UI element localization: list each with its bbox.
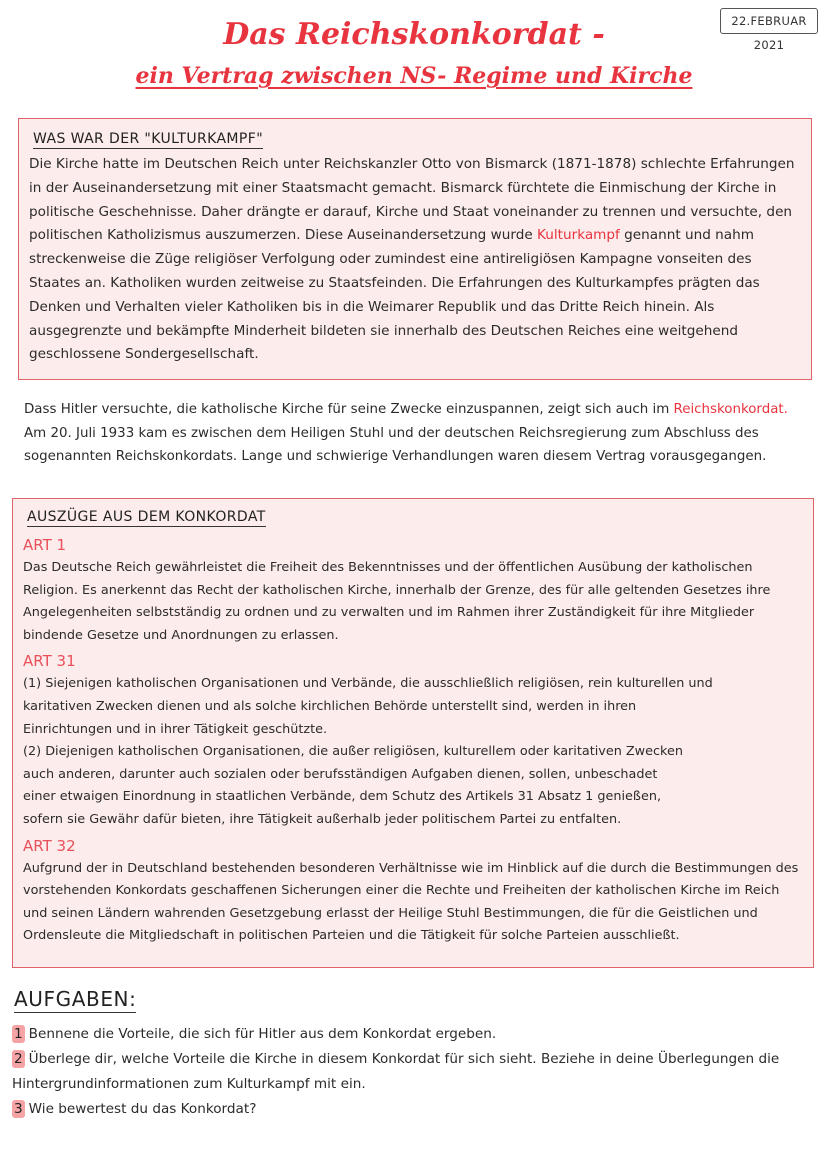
article-1-text: Das Deutsche Reich gewährleistet die Freiheit des Bekenntnisses und der öffentlichen Ausübung der katholischen Religion. Es anerkennt das Recht der katholischen Kirche, innerhalb der Grenze, des für alle geltenden Gesetzes ihre Angelegenheiten selbstständig zu ordnen und zu verwalten und im Rahmen ihrer Zuständigkeit für ihre Mitglieder bindende Gesetze und Anordnungen zu erlassen. xyxy=(23,560,771,643)
tasks-heading: AUFGABEN: xyxy=(14,987,137,1011)
task-item xyxy=(12,1097,812,1122)
article-32-label: ART 32 xyxy=(23,836,76,855)
page-title: Das Reichskonkordat - xyxy=(223,17,605,52)
kulturkampf-text xyxy=(29,153,797,367)
excerpts-box xyxy=(12,498,814,968)
task-text: Wie bewertest du das Konkordat? xyxy=(28,1101,257,1117)
kulturkampf-heading: WAS WAR DER "KULTURKAMPF" xyxy=(33,131,264,147)
task-item xyxy=(12,1047,812,1097)
article-31-label: ART 31 xyxy=(23,652,76,671)
article-31-para1: (1) Siejenigen katholischen Organisationen und Verbände, die ausschließlich religiösen, rein kulturellen und karitativen Zwecken dienen und als solche kirchlichen Behörde unterstellt sind, werden in ihren Einrichtungen und in ihrer Tätigkeit geschützte. xyxy=(23,676,713,737)
task-number: 3 xyxy=(14,1101,23,1117)
task-text: Überlege dir, welche Vorteile die Kirche in diesem Konkordat für sich sieht. Beziehe in deine Überlegungen die Hintergrundinformationen zum Kulturkampf mit ein. xyxy=(12,1051,780,1092)
task-number: 2 xyxy=(14,1051,23,1067)
intro-paragraph xyxy=(24,398,814,469)
tasks-list xyxy=(12,1022,812,1122)
intro-highlight: Reichskonkordat. xyxy=(673,402,788,417)
article-31-para2: (2) Diejenigen katholischen Organisationen, die außer religiösen, kulturellem oder karitativen Zwecken auch anderen, darunter auch sozialen oder berufsständigen Aufgaben dienen, sollen, unbeschadet einer etwaigen Einordnung in staatlichen Verbände, dem Schutz des Artikels 31 Absatz 1 genießen, sofern sie Gewähr dafür bieten, ihre Tätigkeit außerhalb jeder politischem Partei zu entfalten. xyxy=(23,744,683,827)
intro-text-part2: Am 20. Juli 1933 kam es zwischen dem Heiligen Stuhl und der deutschen Reichsregierung zum Abschluss des sogenannten Reichskonkordats. Lange und schwierige Verhandlungen waren diesem Vertrag vorausgegangen. xyxy=(24,425,767,464)
excerpts-heading: AUSZÜGE AUS DEM KONKORDAT xyxy=(27,509,266,525)
intro-text-part1: Dass Hitler versuchte, die katholische Kirche für seine Zwecke einzuspannen, zeigt sich auch im xyxy=(24,402,674,417)
kulturkampf-box xyxy=(18,118,812,380)
page-subtitle: ein Vertrag zwischen NS- Regime und Kirche xyxy=(135,63,693,89)
task-item xyxy=(12,1022,812,1047)
kulturkampf-highlight: Kulturkampf xyxy=(537,227,620,244)
kulturkampf-text-part2: genannt und nahm streckenweise die Züge religiöser Verfolgung oder zumindest eine antireligiösen Kampagne vonseiten des Staates an. Katholiken wurden zeitweise zu Staatsfeinden. Die Erfahrungen des Kulturkampfes prägten das Denken und Verhalten vieler Katholiken bis in die Weimarer Republik und das Dritte Reich hinein. Als ausgegrenzte und bekämpfte Minderheit bildeten sie innerhalb des Deutschen Reiches eine weitgehend geschlossene Sondergesellschaft. xyxy=(29,227,760,363)
task-number: 1 xyxy=(14,1026,23,1042)
article-1-label: ART 1 xyxy=(23,536,67,554)
date-stamp: 22.FEBRUAR 2021 xyxy=(720,8,818,34)
kulturkampf-text-part1: Die Kirche hatte im Deutschen Reich unter Reichskanzler Otto von Bismarck (1871-1878) schlechte Erfahrungen in der Auseinandersetzung mit einer Staatsmacht gemacht. Bismarck fürchtete die Einmischung der Kirche in politische Geschehnisse. Daher drängte er darauf, Kirche und Staat voneinander zu trennen und versuchte, den politischen Katholizismus auszumerzen. Diese Auseinandersetzung wurde xyxy=(29,156,795,244)
task-text: Bennene die Vorteile, die sich für Hitler aus dem Konkordat ergeben. xyxy=(28,1026,497,1042)
article-32-text: Aufgrund der in Deutschland bestehenden besonderen Verhältnisse wie im Hinblick auf die durch die Bestimmungen des vorstehenden Konkordats geschaffenen Sicherungen einer die Rechte und Freiheiten der katholischen Kirche im Reich und seinen Ländern wahrenden Gesetzgebung erlasst der Heilige Stuhl Bestimmungen, die für die Geistlichen und Ordensleute die Mitgliedschaft in politischen Parteien und die Tätigkeit für solche Parteien ausschließt. xyxy=(23,860,799,944)
